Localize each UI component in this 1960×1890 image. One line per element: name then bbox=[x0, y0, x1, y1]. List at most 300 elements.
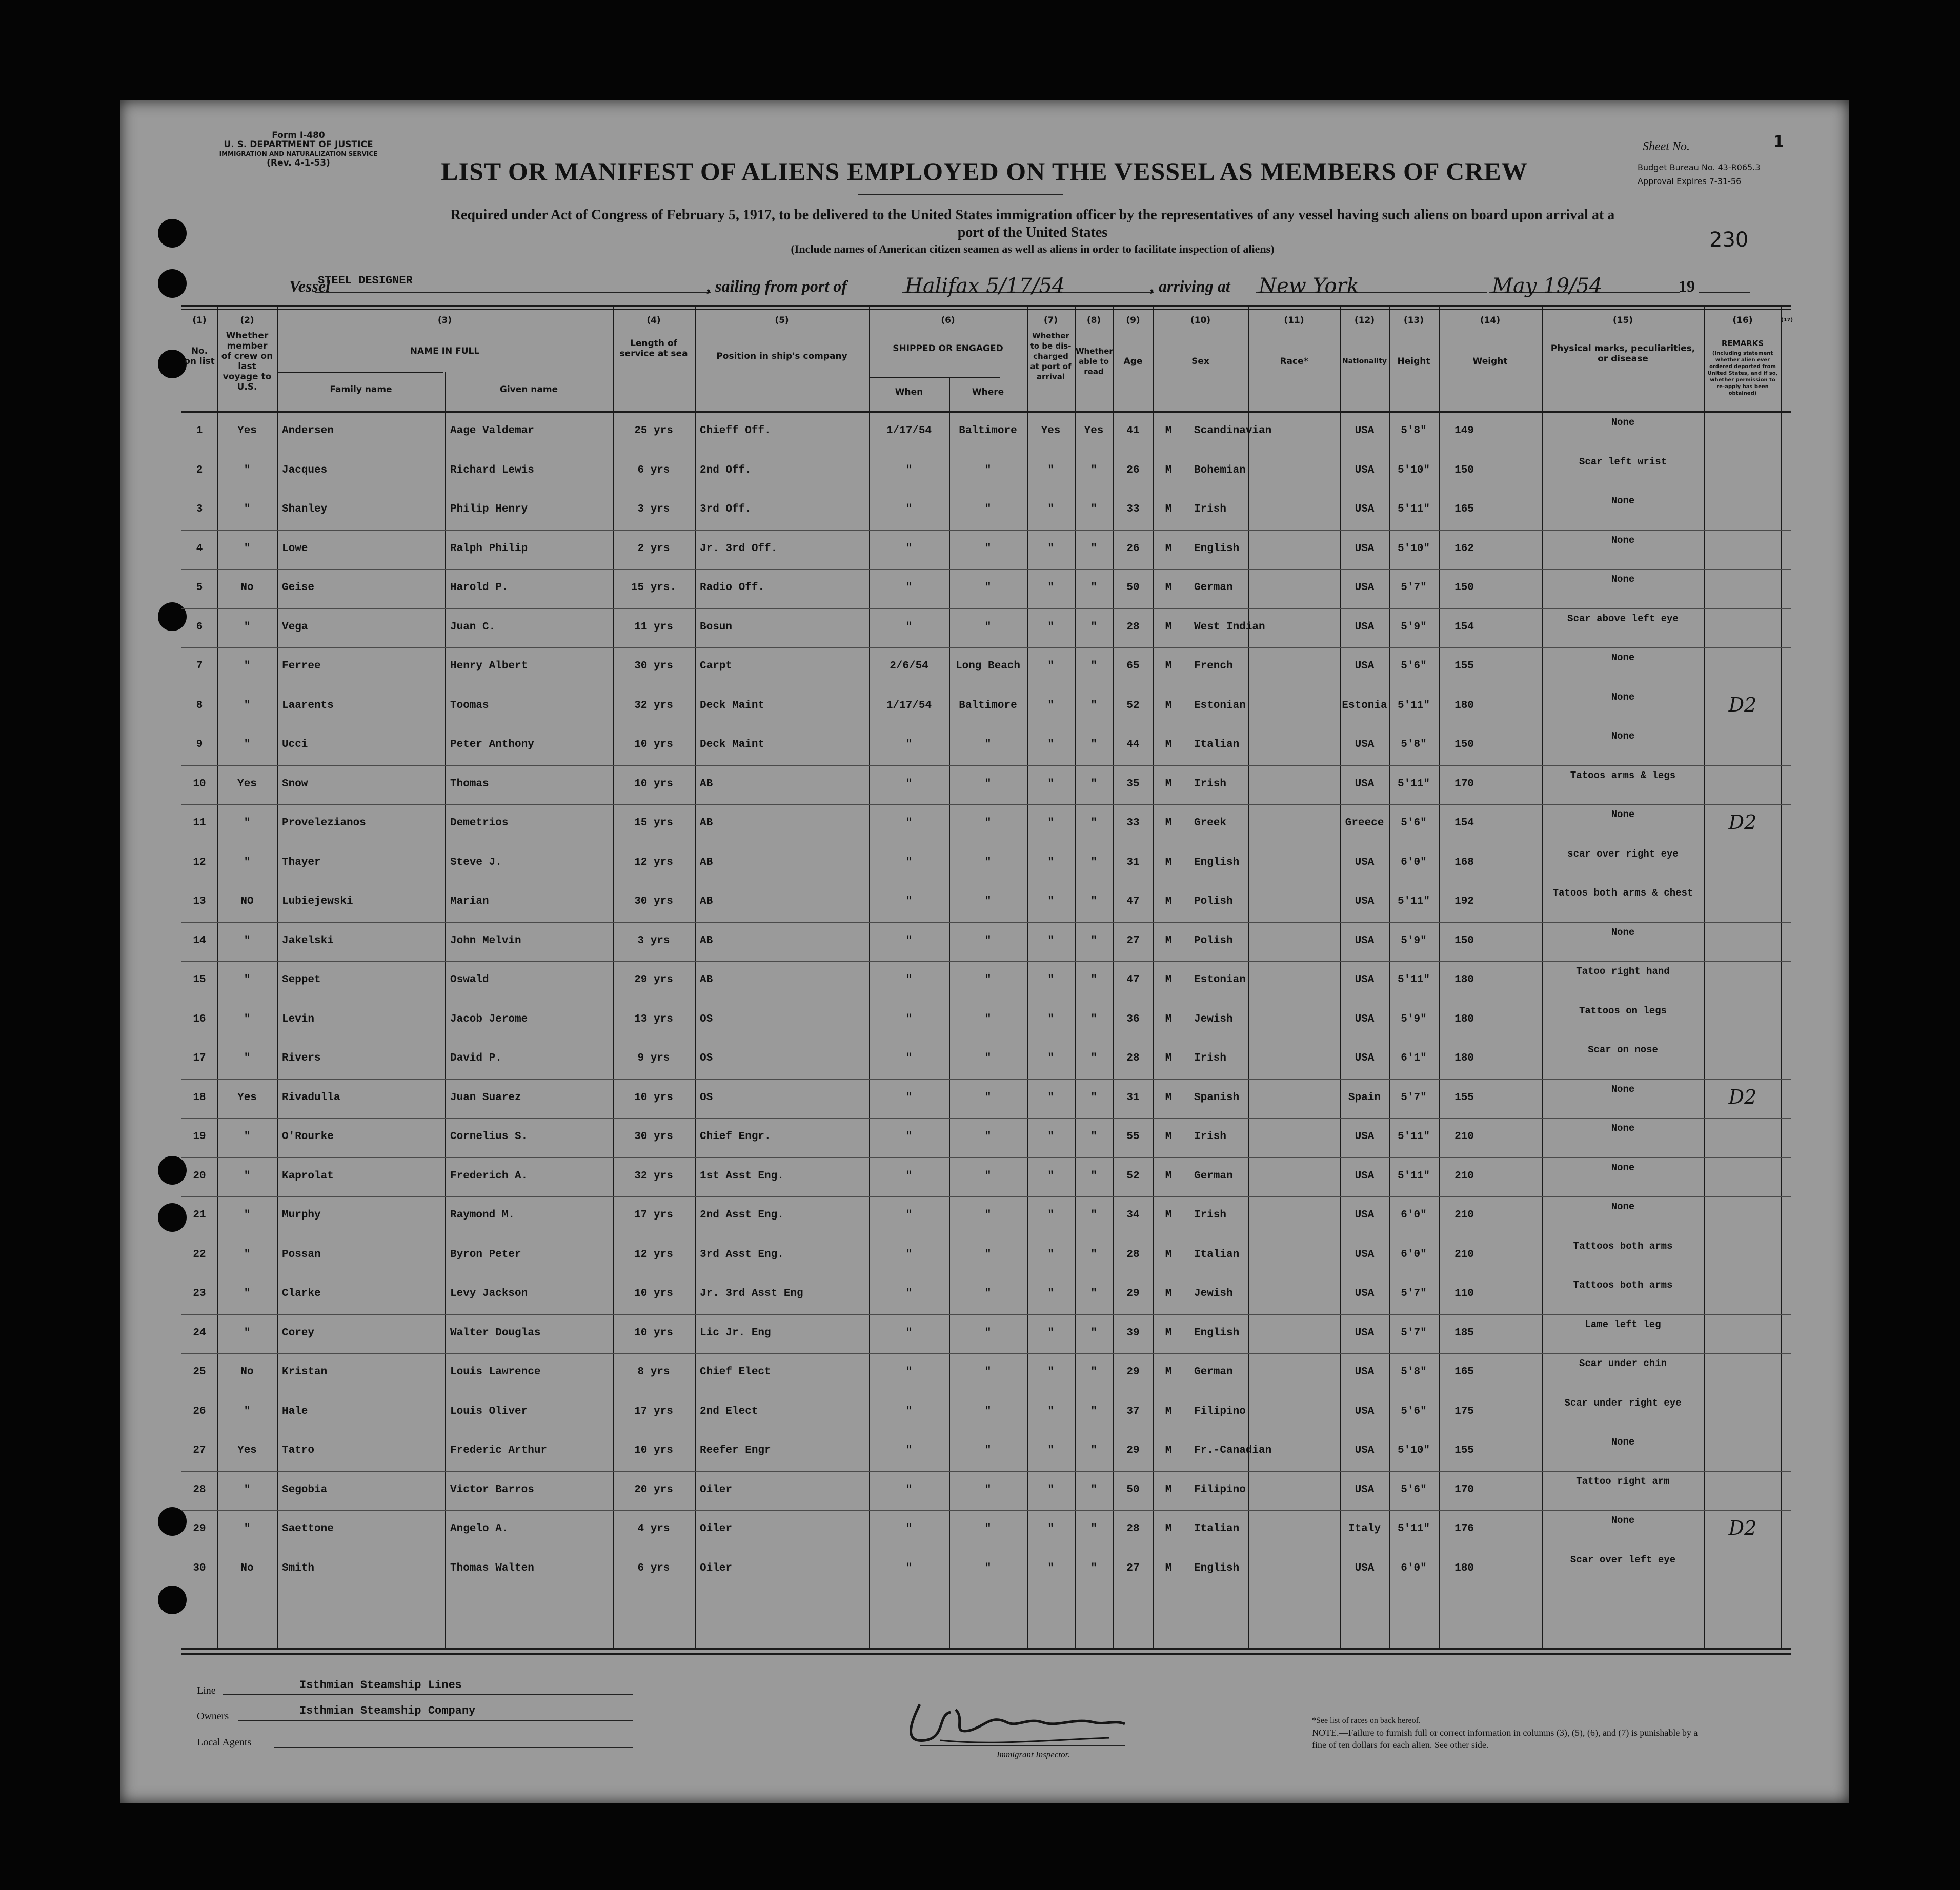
cell-no: 18 bbox=[193, 1091, 206, 1104]
cell-when: " bbox=[905, 817, 913, 829]
cell-sex: M bbox=[1165, 896, 1172, 907]
cell-no: 30 bbox=[193, 1562, 206, 1574]
cell-where: " bbox=[984, 778, 992, 790]
cell-height: 5'6" bbox=[1401, 1405, 1427, 1417]
cell-when: 1/17/54 bbox=[886, 425, 932, 437]
cell-family: Segobia bbox=[282, 1483, 328, 1496]
cell-weight: 175 bbox=[1454, 1405, 1474, 1417]
table-row bbox=[181, 1315, 1791, 1354]
cell-member: " bbox=[244, 1523, 251, 1535]
cell-physical: None bbox=[1611, 417, 1635, 428]
cell-position: AB bbox=[700, 778, 713, 790]
cell-height: 5'10" bbox=[1397, 464, 1430, 476]
cell-sex: M bbox=[1165, 1209, 1172, 1221]
table-row bbox=[181, 923, 1791, 962]
table-row bbox=[181, 1472, 1791, 1511]
cell-no: 13 bbox=[193, 896, 206, 907]
port-to: New York bbox=[1256, 274, 1487, 293]
cell-physical: None bbox=[1611, 730, 1635, 742]
cell-read: " bbox=[1090, 1483, 1097, 1496]
cell-action: D2 bbox=[1728, 1517, 1757, 1539]
cell-family: Jacques bbox=[282, 464, 328, 476]
cell-member: " bbox=[244, 1288, 251, 1299]
cell-given: Philip Henry bbox=[450, 503, 528, 515]
cell-position: 1st Asst Eng. bbox=[700, 1170, 784, 1182]
table-row bbox=[181, 1275, 1791, 1315]
cell-weight: 170 bbox=[1454, 1483, 1474, 1496]
cell-member: " bbox=[244, 1483, 251, 1496]
cell-weight: 165 bbox=[1454, 503, 1474, 515]
cell-physical: Scar above left eye bbox=[1567, 613, 1679, 624]
table-row bbox=[181, 962, 1791, 1001]
cell-length: 10 yrs bbox=[634, 778, 673, 790]
cell-nationality: USA bbox=[1355, 1131, 1375, 1143]
cell-race: Irish bbox=[1194, 1052, 1227, 1064]
cell-position: OS bbox=[700, 1052, 713, 1064]
cell-member: " bbox=[244, 621, 251, 633]
cell-when: " bbox=[905, 1052, 913, 1064]
table-row bbox=[181, 1080, 1791, 1119]
cell-where: " bbox=[984, 1523, 992, 1535]
cell-where: " bbox=[984, 974, 992, 986]
cell-given: Henry Albert bbox=[450, 660, 528, 672]
cell-when: " bbox=[905, 1248, 913, 1261]
cell-member: " bbox=[244, 542, 251, 555]
cell-height: 5'8" bbox=[1401, 739, 1427, 750]
cell-age: 28 bbox=[1126, 1248, 1140, 1261]
cell-position: AB bbox=[700, 856, 713, 868]
cell-length: 10 yrs bbox=[634, 739, 673, 750]
cell-height: 5'10" bbox=[1397, 1445, 1430, 1456]
cell-height: 5'10" bbox=[1397, 542, 1430, 555]
cell-where: " bbox=[984, 1562, 992, 1574]
cell-where: " bbox=[984, 1366, 992, 1378]
cell-no: 28 bbox=[193, 1483, 206, 1496]
col-num-16: (16) bbox=[1732, 315, 1753, 326]
cell-discharged: " bbox=[1047, 974, 1054, 986]
cell-discharged: " bbox=[1047, 1013, 1054, 1025]
cell-position: OS bbox=[700, 1013, 713, 1025]
cell-when: " bbox=[905, 1483, 913, 1496]
cell-physical: None bbox=[1611, 534, 1635, 546]
cell-discharged: " bbox=[1047, 542, 1054, 555]
local-agents-label: Local Agents bbox=[197, 1737, 252, 1748]
col-nationality: Nationality bbox=[1342, 357, 1387, 365]
cell-position: Oiler bbox=[700, 1562, 733, 1574]
punch-hole bbox=[158, 269, 187, 298]
cell-race: Jewish bbox=[1194, 1013, 1233, 1025]
cell-given: Frederic Arthur bbox=[450, 1445, 548, 1456]
stamp-number: 230 bbox=[1709, 228, 1749, 252]
cell-physical: scar over right eye bbox=[1567, 848, 1679, 860]
cell-given: Louis Oliver bbox=[450, 1405, 528, 1417]
cell-when: " bbox=[905, 1013, 913, 1025]
cell-nationality: USA bbox=[1355, 739, 1375, 750]
cell-age: 35 bbox=[1126, 778, 1140, 790]
cell-nationality: Italy bbox=[1348, 1523, 1381, 1535]
cell-when: 2/6/54 bbox=[890, 660, 928, 672]
cell-height: 5'11" bbox=[1397, 699, 1430, 712]
cell-member: " bbox=[244, 1052, 251, 1064]
cell-physical: None bbox=[1611, 1515, 1635, 1526]
cell-sex: M bbox=[1165, 1483, 1172, 1496]
cell-race: English bbox=[1194, 1327, 1240, 1339]
cell-given: Toomas bbox=[450, 699, 489, 712]
col-num-8: (8) bbox=[1086, 315, 1101, 326]
cell-discharged: " bbox=[1047, 1483, 1054, 1496]
cell-position: Bosun bbox=[700, 621, 733, 633]
line-value: Isthmian Steamship Lines bbox=[299, 1679, 462, 1692]
cell-read: " bbox=[1090, 1091, 1097, 1104]
cell-given: Thomas Walten bbox=[450, 1562, 534, 1574]
cell-member: " bbox=[244, 1405, 251, 1417]
sailing-label: , sailing from port of bbox=[707, 277, 847, 295]
cell-no: 19 bbox=[193, 1131, 206, 1143]
cell-discharged: " bbox=[1047, 1170, 1054, 1182]
cell-where: Baltimore bbox=[959, 699, 1017, 712]
cell-when: " bbox=[905, 1445, 913, 1456]
cell-height: 6'1" bbox=[1401, 1052, 1427, 1064]
line-underline bbox=[223, 1694, 633, 1695]
table-row bbox=[181, 413, 1791, 452]
cell-given: Louis Lawrence bbox=[450, 1366, 541, 1378]
col-position: Position in ship's company bbox=[716, 351, 847, 361]
cell-member: Yes bbox=[237, 425, 257, 437]
cell-discharged: Yes bbox=[1041, 425, 1061, 437]
cell-member: " bbox=[244, 739, 251, 750]
cell-no: 4 bbox=[196, 542, 203, 555]
cell-height: 6'0" bbox=[1401, 1562, 1427, 1574]
cell-family: Hale bbox=[282, 1405, 308, 1417]
cell-family: Saettone bbox=[282, 1523, 334, 1535]
owners-value: Isthmian Steamship Company bbox=[299, 1704, 476, 1717]
cell-sex: M bbox=[1165, 621, 1172, 633]
cell-weight: 180 bbox=[1454, 1562, 1474, 1574]
cell-no: 9 bbox=[196, 739, 203, 750]
col-num-15: (15) bbox=[1612, 315, 1633, 326]
col-length: Length of service at sea bbox=[619, 338, 688, 359]
cell-member: " bbox=[244, 934, 251, 947]
cell-nationality: USA bbox=[1355, 1483, 1375, 1496]
cell-weight: 210 bbox=[1454, 1209, 1474, 1221]
cell-when: " bbox=[905, 503, 913, 515]
cell-family: Lubiejewski bbox=[282, 896, 353, 907]
cell-physical: None bbox=[1611, 1201, 1635, 1212]
table-row bbox=[181, 648, 1791, 687]
cell-nationality: USA bbox=[1355, 1288, 1375, 1299]
cell-no: 29 bbox=[193, 1523, 206, 1535]
cell-physical: None bbox=[1611, 574, 1635, 585]
cell-family: Seppet bbox=[282, 974, 321, 986]
cell-position: Deck Maint bbox=[700, 739, 765, 750]
table-row bbox=[181, 491, 1791, 531]
cell-position: 2nd Asst Eng. bbox=[700, 1209, 784, 1221]
cell-family: Lowe bbox=[282, 542, 308, 555]
inspector-signature-icon bbox=[889, 1694, 1135, 1751]
cell-where: " bbox=[984, 464, 992, 476]
cell-age: 41 bbox=[1126, 425, 1140, 437]
table-row bbox=[181, 1001, 1791, 1041]
cell-height: 5'9" bbox=[1401, 621, 1427, 633]
cell-sex: M bbox=[1165, 464, 1172, 476]
cell-length: 10 yrs bbox=[634, 1445, 673, 1456]
cell-sex: M bbox=[1165, 856, 1172, 868]
col-num-17: (17) bbox=[1781, 317, 1793, 323]
table-row bbox=[181, 1393, 1791, 1433]
cell-length: 12 yrs bbox=[634, 856, 673, 868]
cell-discharged: " bbox=[1047, 856, 1054, 868]
cell-no: 20 bbox=[193, 1170, 206, 1182]
cell-nationality: USA bbox=[1355, 934, 1375, 947]
cell-length: 4 yrs bbox=[637, 1523, 670, 1535]
col-shipped: SHIPPED OR ENGAGED bbox=[893, 343, 1003, 354]
cell-no: 14 bbox=[193, 934, 206, 947]
table-row bbox=[181, 1158, 1791, 1197]
cell-nationality: USA bbox=[1355, 974, 1375, 986]
cell-sex: M bbox=[1165, 778, 1172, 790]
inspector-underline bbox=[920, 1745, 1125, 1746]
cell-discharged: " bbox=[1047, 896, 1054, 907]
cell-height: 5'9" bbox=[1401, 934, 1427, 947]
cell-nationality: Estonia bbox=[1342, 699, 1387, 712]
cell-sex: M bbox=[1165, 1131, 1172, 1143]
cell-sex: M bbox=[1165, 1170, 1172, 1182]
cell-physical: Tatoo right hand bbox=[1576, 966, 1670, 977]
cell-given: Levy Jackson bbox=[450, 1288, 528, 1299]
cell-race: Italian bbox=[1194, 739, 1240, 750]
col-no-on-list: No. on list bbox=[184, 346, 215, 367]
cell-race: Italian bbox=[1194, 1248, 1240, 1261]
cell-position: Radio Off. bbox=[700, 582, 765, 594]
cell-member: " bbox=[244, 817, 251, 829]
cell-length: 30 yrs bbox=[634, 660, 673, 672]
cell-sex: M bbox=[1165, 503, 1172, 515]
sheet-label: Sheet No. bbox=[1643, 140, 1690, 153]
cell-length: 30 yrs bbox=[634, 1131, 673, 1143]
cell-when: " bbox=[905, 542, 913, 555]
cell-race: French bbox=[1194, 660, 1233, 672]
cell-sex: M bbox=[1165, 660, 1172, 672]
cell-no: 27 bbox=[193, 1445, 206, 1456]
cell-age: 50 bbox=[1126, 1483, 1140, 1496]
col-num-1: (1) bbox=[192, 315, 207, 326]
col-num-11: (11) bbox=[1284, 315, 1304, 326]
cell-nationality: USA bbox=[1355, 660, 1375, 672]
cell-age: 50 bbox=[1126, 582, 1140, 594]
cell-no: 1 bbox=[196, 425, 203, 437]
cell-when: " bbox=[905, 464, 913, 476]
cell-read: " bbox=[1090, 974, 1097, 986]
cell-sex: M bbox=[1165, 582, 1172, 594]
cell-when: " bbox=[905, 778, 913, 790]
arrival-date: May 19/54 bbox=[1489, 274, 1680, 293]
cell-when: " bbox=[905, 1091, 913, 1104]
cell-weight: 150 bbox=[1454, 464, 1474, 476]
cell-no: 2 bbox=[196, 464, 203, 476]
table-body bbox=[181, 413, 1791, 1648]
cell-discharged: " bbox=[1047, 582, 1054, 594]
table-row bbox=[181, 883, 1791, 923]
penalty-note: NOTE.—Failure to furnish full or correct information in columns (3), (5), (6), and (7) is punishable by a fine of ten dollars for each alien. See other side. bbox=[1312, 1728, 1698, 1750]
cell-weight: 176 bbox=[1454, 1523, 1474, 1535]
col-where: Where bbox=[972, 387, 1004, 397]
cell-discharged: " bbox=[1047, 503, 1054, 515]
cell-when: " bbox=[905, 974, 913, 986]
cell-read: " bbox=[1090, 1131, 1097, 1143]
cell-height: 5'11" bbox=[1397, 974, 1430, 986]
cell-race: Irish bbox=[1194, 1209, 1227, 1221]
cell-given: Cornelius S. bbox=[450, 1131, 528, 1143]
col-sex: Sex bbox=[1191, 356, 1209, 367]
cell-given: David P. bbox=[450, 1052, 502, 1064]
cell-age: 27 bbox=[1126, 1562, 1140, 1574]
budget-expiry: Approval Expires 7-31-56 bbox=[1638, 176, 1742, 186]
cell-given: Byron Peter bbox=[450, 1248, 521, 1261]
cell-discharged: " bbox=[1047, 621, 1054, 633]
cell-weight: 150 bbox=[1454, 582, 1474, 594]
cell-race: German bbox=[1194, 1170, 1233, 1182]
cell-nationality: USA bbox=[1355, 778, 1375, 790]
cell-weight: 154 bbox=[1454, 621, 1474, 633]
cell-family: Kristan bbox=[282, 1366, 328, 1378]
cell-read: " bbox=[1090, 1327, 1097, 1339]
col-able-to-read: Whether able to read bbox=[1076, 347, 1113, 376]
cell-race: Jewish bbox=[1194, 1288, 1233, 1299]
cell-age: 44 bbox=[1126, 739, 1140, 750]
cell-weight: 210 bbox=[1454, 1170, 1474, 1182]
cell-where: " bbox=[984, 1091, 992, 1104]
cell-family: Tatro bbox=[282, 1445, 315, 1456]
cell-sex: M bbox=[1165, 817, 1172, 829]
cell-position: Oiler bbox=[700, 1523, 733, 1535]
cell-when: " bbox=[905, 1327, 913, 1339]
col-num-2: (2) bbox=[240, 315, 254, 326]
cell-sex: M bbox=[1165, 739, 1172, 750]
cell-nationality: USA bbox=[1355, 1170, 1375, 1182]
col-remarks-note: (Including statement whether alien ever ordered deported from United States, and if so, whether permission to re-apply has been obtained) bbox=[1707, 351, 1778, 396]
cell-length: 15 yrs. bbox=[631, 582, 677, 594]
cell-position: 3rd Off. bbox=[700, 503, 752, 515]
table-row bbox=[181, 570, 1791, 609]
cell-no: 21 bbox=[193, 1209, 206, 1221]
budget-info bbox=[1638, 160, 1837, 188]
cell-age: 28 bbox=[1126, 1052, 1140, 1064]
cell-when: " bbox=[905, 1209, 913, 1221]
cell-physical: None bbox=[1611, 1436, 1635, 1448]
cell-sex: M bbox=[1165, 1405, 1172, 1417]
col-family-name: Family name bbox=[330, 384, 392, 395]
cell-nationality: USA bbox=[1355, 1013, 1375, 1025]
cell-where: " bbox=[984, 1405, 992, 1417]
cell-given: Marian bbox=[450, 896, 489, 907]
cell-length: 30 yrs bbox=[634, 896, 673, 907]
cell-height: 5'7" bbox=[1401, 1288, 1427, 1299]
cell-where: " bbox=[984, 739, 992, 750]
cell-sex: M bbox=[1165, 542, 1172, 555]
cell-discharged: " bbox=[1047, 1405, 1054, 1417]
cell-read: " bbox=[1090, 1523, 1097, 1535]
table-row bbox=[181, 1197, 1791, 1236]
col-height: Height bbox=[1397, 356, 1430, 367]
cell-nationality: USA bbox=[1355, 1445, 1375, 1456]
cell-age: 37 bbox=[1126, 1405, 1140, 1417]
cell-given: John Melvin bbox=[450, 934, 521, 947]
cell-discharged: " bbox=[1047, 739, 1054, 750]
cell-where: " bbox=[984, 582, 992, 594]
cell-length: 6 yrs bbox=[637, 464, 670, 476]
cell-given: Peter Anthony bbox=[450, 739, 534, 750]
cell-read: " bbox=[1090, 464, 1097, 476]
col-member: Whether member of crew on last voyage to U.S. bbox=[221, 331, 273, 392]
col-name-in-full: NAME IN FULL bbox=[410, 346, 480, 356]
cell-given: Richard Lewis bbox=[450, 464, 534, 476]
subtitle-line1: Required under Act of Congress of February 5, 1917, to be delivered to the United States immigration officer by the representatives of any vessel having such aliens on board upon arrival at a bbox=[450, 207, 1615, 223]
table-row bbox=[181, 726, 1791, 766]
cell-physical: Tattoos on legs bbox=[1579, 1005, 1667, 1017]
cell-position: Jr. 3rd Asst Eng bbox=[700, 1288, 803, 1299]
cell-weight: 192 bbox=[1454, 896, 1474, 907]
cell-sex: M bbox=[1165, 974, 1172, 986]
cell-age: 55 bbox=[1126, 1131, 1140, 1143]
cell-nationality: USA bbox=[1355, 1209, 1375, 1221]
cell-physical: Scar under chin bbox=[1579, 1358, 1667, 1369]
cell-given: Aage Valdemar bbox=[450, 425, 534, 437]
table-row bbox=[181, 531, 1791, 570]
punch-hole bbox=[158, 219, 187, 248]
cell-nationality: USA bbox=[1355, 1248, 1375, 1261]
cell-read: " bbox=[1090, 1562, 1097, 1574]
cell-sex: M bbox=[1165, 1091, 1172, 1104]
cell-nationality: USA bbox=[1355, 1052, 1375, 1064]
form-rev: (Rev. 4-1-53) bbox=[267, 158, 330, 168]
cell-age: 28 bbox=[1126, 1523, 1140, 1535]
col-num-14: (14) bbox=[1480, 315, 1501, 326]
cell-given: Juan Suarez bbox=[450, 1091, 521, 1104]
cell-age: 65 bbox=[1126, 660, 1140, 672]
cell-no: 25 bbox=[193, 1366, 206, 1378]
cell-read: " bbox=[1090, 778, 1097, 790]
cell-position: AB bbox=[700, 934, 713, 947]
cell-physical: None bbox=[1611, 926, 1635, 938]
cell-where: " bbox=[984, 1327, 992, 1339]
cell-member: " bbox=[244, 1248, 251, 1261]
table-row bbox=[181, 805, 1791, 844]
cell-age: 29 bbox=[1126, 1366, 1140, 1378]
cell-family: Jakelski bbox=[282, 934, 334, 947]
cell-sex: M bbox=[1165, 699, 1172, 712]
cell-discharged: " bbox=[1047, 817, 1054, 829]
form-service: IMMIGRATION AND NATURALIZATION SERVICE bbox=[219, 150, 378, 157]
cell-length: 17 yrs bbox=[634, 1405, 673, 1417]
table-row bbox=[181, 1354, 1791, 1393]
cell-position: AB bbox=[700, 974, 713, 986]
page-title: LIST OR MANIFEST OF ALIENS EMPLOYED ON THE VESSEL AS MEMBERS OF CREW bbox=[441, 157, 1528, 186]
cell-family: Snow bbox=[282, 778, 308, 790]
cell-length: 10 yrs bbox=[634, 1288, 673, 1299]
cell-where: " bbox=[984, 542, 992, 555]
cell-length: 6 yrs bbox=[637, 1562, 670, 1574]
cell-height: 5'9" bbox=[1401, 1013, 1427, 1025]
cell-when: " bbox=[905, 739, 913, 750]
cell-race: Fr.-Canadian bbox=[1194, 1445, 1272, 1456]
cell-member: " bbox=[244, 1170, 251, 1182]
cell-age: 31 bbox=[1126, 856, 1140, 868]
cell-nationality: USA bbox=[1355, 1405, 1375, 1417]
cell-where: Baltimore bbox=[959, 425, 1017, 437]
cell-race: Estonian bbox=[1194, 974, 1246, 986]
table-row bbox=[181, 766, 1791, 805]
col-when: When bbox=[895, 387, 923, 397]
